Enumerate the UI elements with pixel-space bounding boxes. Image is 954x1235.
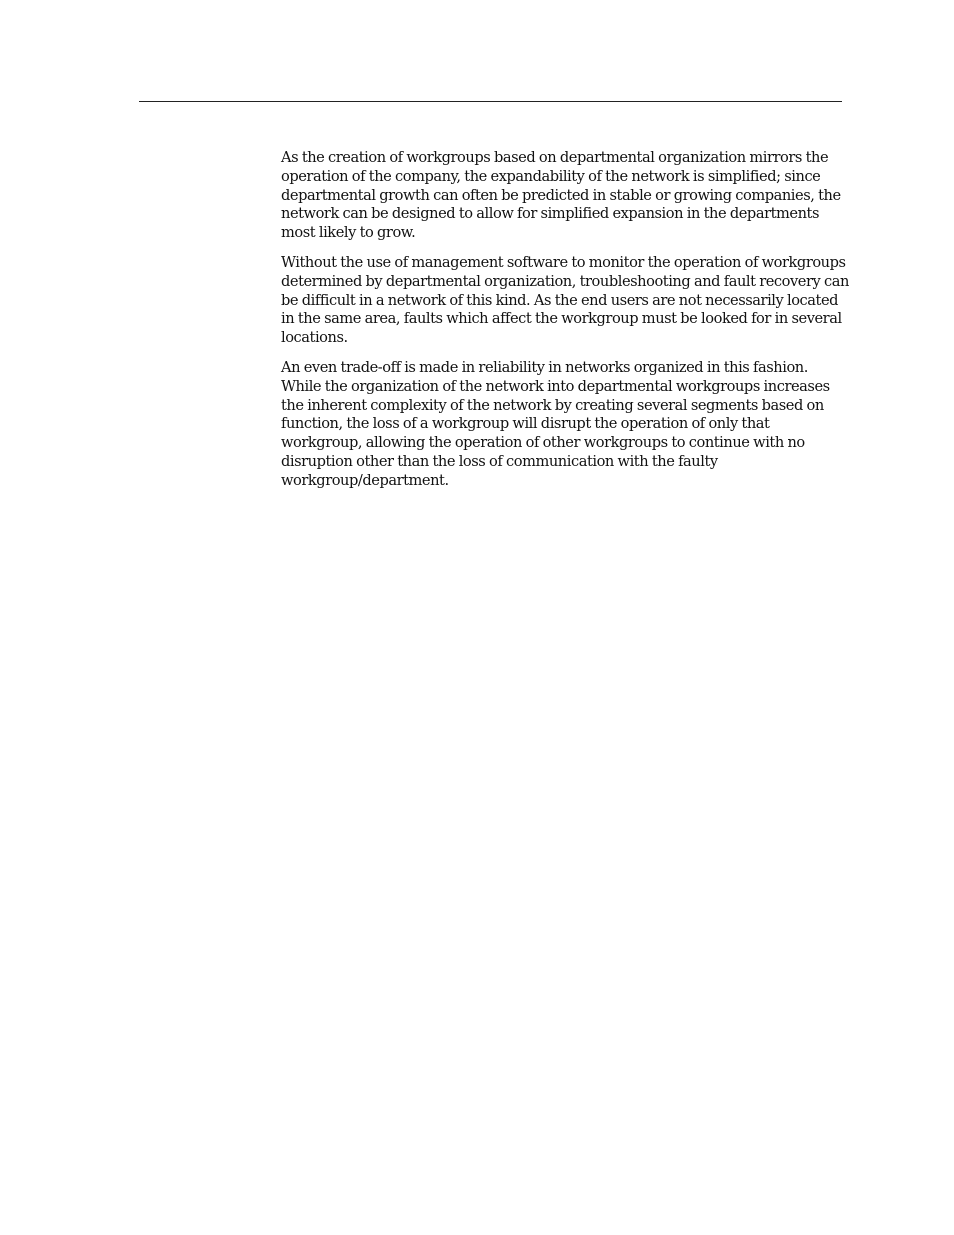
paragraph-reliability	[281, 359, 843, 491]
text-line: As the creation of workgroups based on departmental organization mirrors the	[281, 149, 829, 166]
text-line: in the same area, faults which affect the workgroup must be looked for in several	[281, 310, 842, 328]
header-rule	[139, 101, 842, 102]
text-line: Without the use of management software to monitor the operation of workgroups	[281, 253, 846, 271]
text-line: most likely to grow.	[281, 224, 416, 242]
text-line: locations.	[281, 329, 348, 347]
text-line: determined by departmental organization, troubleshooting and fault recovery can	[281, 272, 849, 290]
paragraph-scalability	[281, 149, 843, 243]
text-line: workgroup, allowing the operation of other workgroups to continue with no	[281, 434, 805, 452]
text-line: disruption other than the loss of communication with the faulty	[281, 452, 718, 470]
text-line: operation of the company, the expandability of the network is simplified; since	[281, 167, 821, 185]
text-line: the inherent complexity of the network by creating several segments based on	[281, 396, 824, 414]
body-text	[281, 149, 849, 502]
text-line: function, the loss of a workgroup will disrupt the operation of only that	[281, 415, 770, 433]
text-line: network can be designed to allow for simplified expansion in the departments	[281, 205, 819, 223]
text-line: departmental growth can often be predicted in stable or growing companies, the	[281, 186, 841, 204]
text-line: be difficult in a network of this kind. As the end users are not necessarily located	[281, 291, 839, 309]
text-line: workgroup/department.	[281, 471, 449, 489]
paragraph-troubleshooting	[281, 253, 849, 348]
text-line: While the organization of the network into departmental workgroups increases	[281, 377, 830, 395]
text-line: An even trade-off is made in reliability in networks organized in this fashion.	[281, 358, 808, 376]
